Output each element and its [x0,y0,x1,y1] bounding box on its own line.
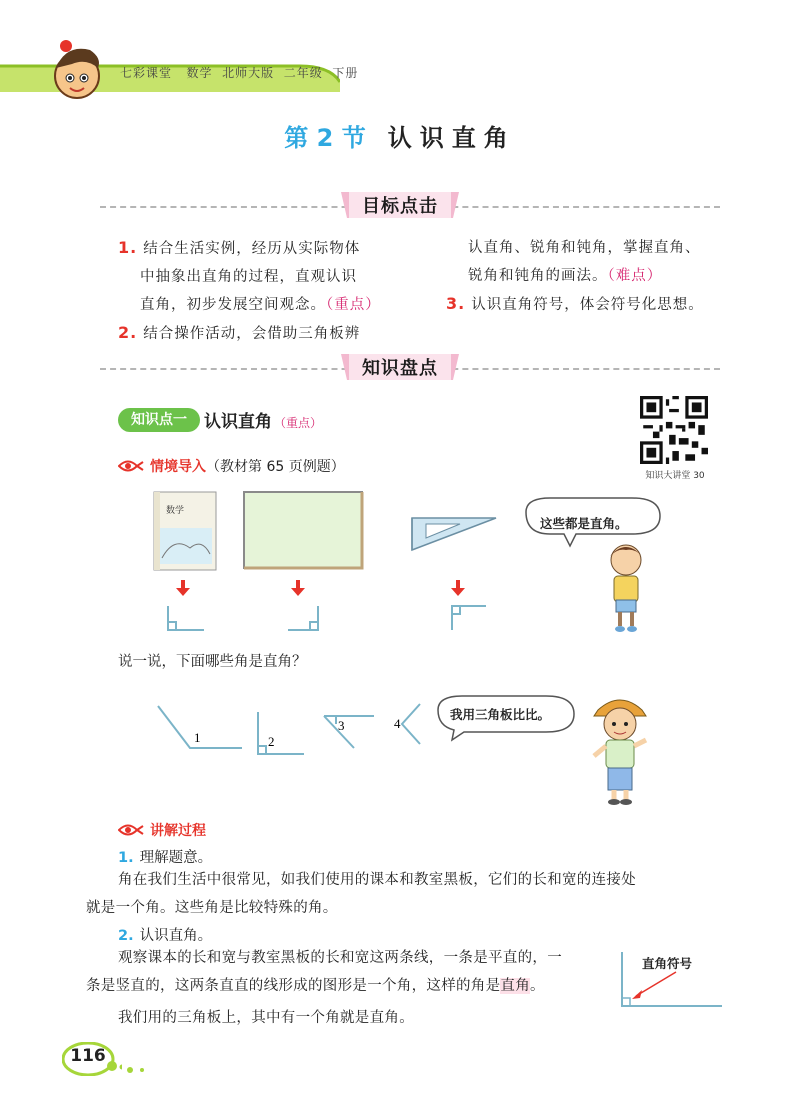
knowledge-point-badge: 知识点一 [118,408,200,432]
paragraph-3: 我们用的三角板上，其中有一个角就是直角。 [118,1010,414,1026]
section-name: 认识直角 [387,124,516,152]
angle-label-2: 2 [268,734,275,749]
knowledge-tag-label: 知识盘点 [362,358,438,379]
paragraph-2-cont: 条是竖直的，这两条直直的线形成的图形是一个角，这样的角是直角。 [86,978,545,994]
angle-label-1: 1 [194,730,201,745]
highlight-right-angle: 直角 [500,978,531,994]
page-number: 116 [70,1046,106,1066]
right-angle-symbol-label: 直角符号 [642,956,693,971]
page-title [0,118,800,153]
goal-item-3: 3. 认识直角符号，体会符号化思想。 [446,294,704,313]
qr-caption: 知识大讲堂 30 [645,471,705,481]
set-square-image [412,518,496,550]
boy-character-image [584,690,656,806]
angle-label-4: 4 [394,716,401,731]
header-text: 七彩课堂 数学 北师大版 二年级 下册 [120,66,359,80]
paragraph-2: 观察课本的长和宽与教室黑板的长和宽这两条线，一条是平直的，一 [118,950,562,966]
angle-label-3: 3 [338,718,345,733]
qr-code-icon[interactable] [640,396,708,464]
angles-figure [150,690,600,780]
step-2: 2. 认识直角。 [118,928,213,944]
explain-heading: 讲解过程 [118,820,206,840]
textbook-image [154,492,216,570]
step-1: 1. 理解题意。 [118,850,213,866]
paragraph-1-cont: 就是一个角。这些角是比较特殊的角。 [86,900,338,916]
mascot-icon [46,38,108,104]
goal-item-1: 1. 结合生活实例，经历从实际物体 中抽象出直角的过程，直观认识 直角，初步发展空间观念。（重点） 2. 结合操作活动，会借助三角板辨 [118,238,381,342]
eye-bullet-icon [118,823,144,837]
page-dots-icon [126,1066,150,1074]
section-number: 第 2 节 [284,124,366,152]
abstract-right-angles [168,606,486,630]
goals-tag-label: 目标点击 [362,196,438,217]
book-title: 数学 [166,506,185,516]
down-arrow-icons [176,580,465,596]
bubble-text-1: 这些都是直角。 [540,516,628,531]
right-angle-symbol-figure [616,948,726,1010]
paragraph-1: 角在我们生活中很常见，如我们使用的课本和教室黑板，它们的长和宽的连接处 [118,872,636,888]
scene-heading: 情境导入（教材第 65 页例题） [118,456,345,476]
scene-illustration [140,488,740,638]
question-text: 说一说，下面哪些角是直角？ [118,654,307,670]
girl-character-image [610,545,642,632]
eye-bullet-icon [118,459,144,473]
blackboard-image [244,492,362,568]
goal-item-2-cont: 认直角、锐角和钝角，掌握直角、 锐角和钝角的画法。（难点） [468,240,701,284]
knowledge-point-name: 认识直角 （重点） [204,412,323,432]
bubble-text-2: 我用三角板比比。 [450,707,551,722]
